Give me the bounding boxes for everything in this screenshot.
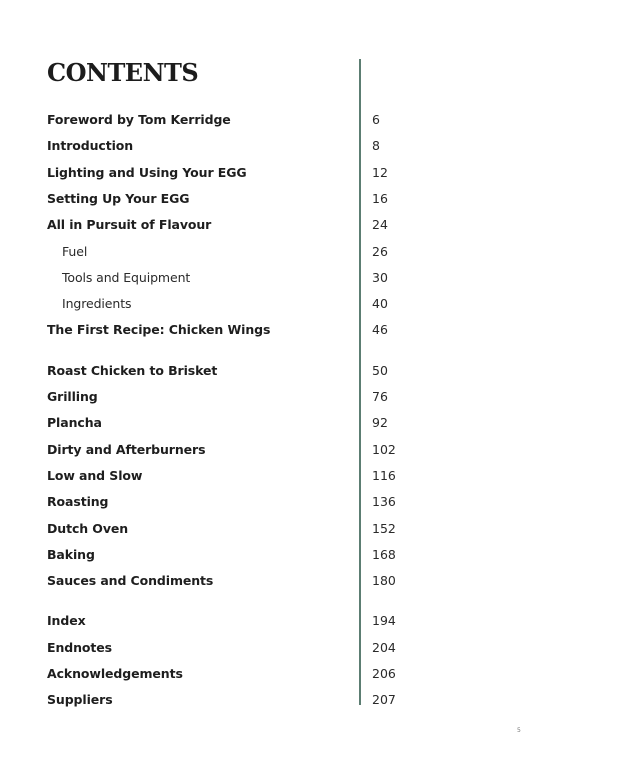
toc-entry-title: Roast Chicken to Brisket	[47, 362, 218, 378]
toc-entry	[0, 415, 624, 435]
toc-entry	[0, 112, 624, 132]
toc-entry-title: Ingredients	[62, 296, 132, 312]
toc-entry-title: Setting Up Your EGG	[47, 190, 190, 206]
toc-entry-page: 12	[372, 164, 388, 180]
toc-entry-title: Introduction	[47, 138, 134, 154]
toc-entry-page: 50	[372, 362, 388, 378]
toc-entry	[0, 138, 624, 158]
toc-entry	[0, 494, 624, 514]
toc-entry	[0, 389, 624, 409]
toc-entry-page: 30	[372, 269, 388, 285]
toc-entry	[0, 165, 624, 185]
toc-entry-title: All in Pursuit of Flavour	[47, 217, 212, 233]
toc-entry-title: Lighting and Using Your EGG	[47, 164, 247, 180]
toc-entry	[0, 296, 624, 316]
toc-entry-page: 76	[372, 389, 388, 404]
toc-entry-title: Tools and Equipment	[62, 269, 191, 285]
toc-entry-page: 102	[372, 441, 396, 457]
toc-entry-page: 194	[372, 613, 396, 629]
toc-entry	[0, 270, 624, 290]
page-number: 5	[517, 727, 521, 734]
toc-entry-page: 16	[372, 190, 388, 206]
toc-entry-title: Dirty and Afterburners	[47, 441, 206, 457]
toc-entry-page: 136	[372, 494, 396, 510]
toc-entry-title: Roasting	[47, 494, 109, 510]
toc-entry-title: Fuel	[62, 243, 88, 259]
toc-entry-title: Grilling	[47, 389, 98, 404]
toc-entry-title: Sauces and Condiments	[47, 573, 214, 589]
toc-entry-page: 26	[372, 243, 388, 259]
toc-entry	[0, 244, 624, 264]
toc-entry-page: 6	[372, 112, 380, 127]
toc-entry	[0, 363, 624, 383]
toc-entry-title: Endnotes	[47, 639, 112, 655]
toc-entry-title: Index	[47, 613, 86, 629]
toc-entry	[0, 613, 624, 633]
toc-entry	[0, 640, 624, 660]
toc-entry-page: 180	[372, 573, 396, 589]
toc-entry-page: 116	[372, 467, 396, 483]
toc-entry-title: Suppliers	[47, 692, 113, 708]
toc-entry-page: 204	[372, 639, 396, 655]
toc-entry	[0, 692, 624, 712]
page-title: CONTENTS	[47, 58, 199, 87]
toc-entry	[0, 322, 624, 342]
toc-entry-title: Plancha	[47, 415, 102, 431]
toc-entry-title: Dutch Oven	[47, 520, 129, 536]
toc-entry-page: 8	[372, 138, 380, 154]
toc-entry-title: The First Recipe: Chicken Wings	[47, 322, 271, 338]
toc-entry-page: 40	[372, 296, 388, 312]
toc-entry	[0, 547, 624, 567]
toc-entry-title: Acknowledgements	[47, 666, 183, 681]
toc-entry	[0, 666, 624, 686]
toc-entry-page: 152	[372, 520, 396, 536]
toc-entry-page: 206	[372, 666, 396, 681]
toc-entry	[0, 191, 624, 211]
toc-entry	[0, 521, 624, 541]
toc-entry-page: 207	[372, 692, 396, 708]
toc-entry	[0, 217, 624, 237]
toc-entry-page: 92	[372, 415, 388, 431]
toc-entry	[0, 573, 624, 593]
toc-entry-title: Low and Slow	[47, 467, 143, 483]
toc-entry-page: 46	[372, 322, 388, 338]
toc-entry-title: Foreword by Tom Kerridge	[47, 112, 231, 127]
toc-entry-page: 168	[372, 546, 396, 562]
toc-entry	[0, 442, 624, 462]
toc-entry-title: Baking	[47, 546, 95, 562]
toc-entry	[0, 468, 624, 488]
toc-entry-page: 24	[372, 217, 388, 233]
